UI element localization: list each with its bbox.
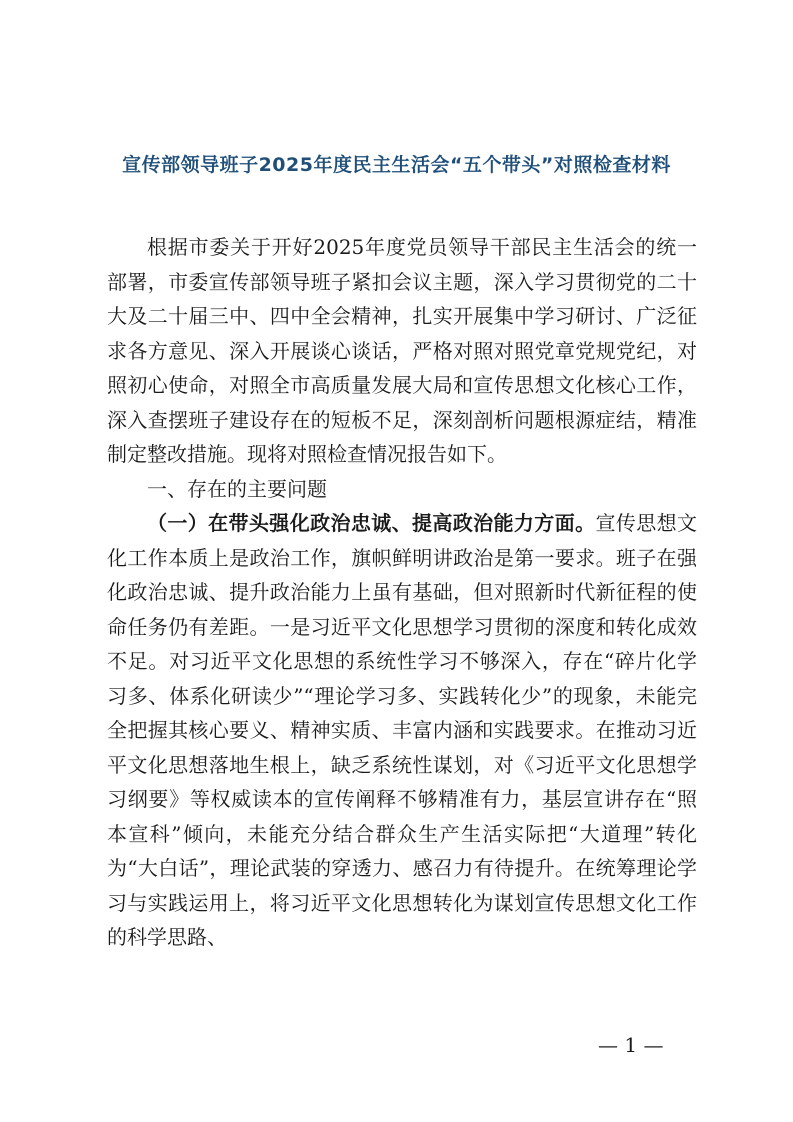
subsection-paragraph: [107, 506, 697, 955]
intro-paragraph: 根据市委关于开好2025年度党员领导干部民主生活会的统一部署，市委宣传部领导班子紧扣会议主题，深入学习贯彻党的二十大及二十届三中、四中全会精神，扎实开展集中学习研讨、广泛征求各方意见、深入开展谈心谈话，严格对照对照党章党规党纪，对照初心使命，对照全市高质量发展大局和宣传思想文化核心工作，深入查摆班子建设存在的短板不足，深刻剖析问题根源症结，精准制定整改措施。现将对照检查情况报告如下。: [107, 235, 697, 466]
section-heading: 一、存在的主要问题: [147, 476, 327, 501]
subsection-heading: （一）在带头强化政治忠诚、提高政治能力方面。: [147, 511, 596, 535]
document-title: 宣传部领导班子2025年度民主生活会“五个带头”对照检查材料: [122, 154, 671, 176]
document-body: [107, 230, 697, 955]
subsection-text: 宣传思想文化工作本质上是政治工作，旗帜鲜明讲政治是第一要求。班子在强化政治忠诚、提升政治能力上虽有基础，但对照新时代新征程的使命任务仍有差距。一是习近平文化思想学习贯彻的深度和转化成效不足。对习近平文化思想的系统性学习不够深入，存在“碎片化学习多、体系化研读少”“理论学习多、实践转化少”的现象，未能完全把握其核心要义、精神实质、丰富内涵和实践要求。在推动习近平文化思想落地生根上，缺乏系统性谋划，对《习近平文化思想学习纲要》等权威读本的宣传阐释不够精准有力，基层宣讲存在“照本宣科”倾向，未能充分结合群众生产生活实际把“大道理”转化为“大白话”，理论武装的穿透力、感召力有待提升。在统筹理论学习与实践运用上，将习近平文化思想转化为谋划宣传思想文化工作的科学思路、: [107, 511, 698, 949]
page-number: — 1 —: [598, 1033, 664, 1057]
